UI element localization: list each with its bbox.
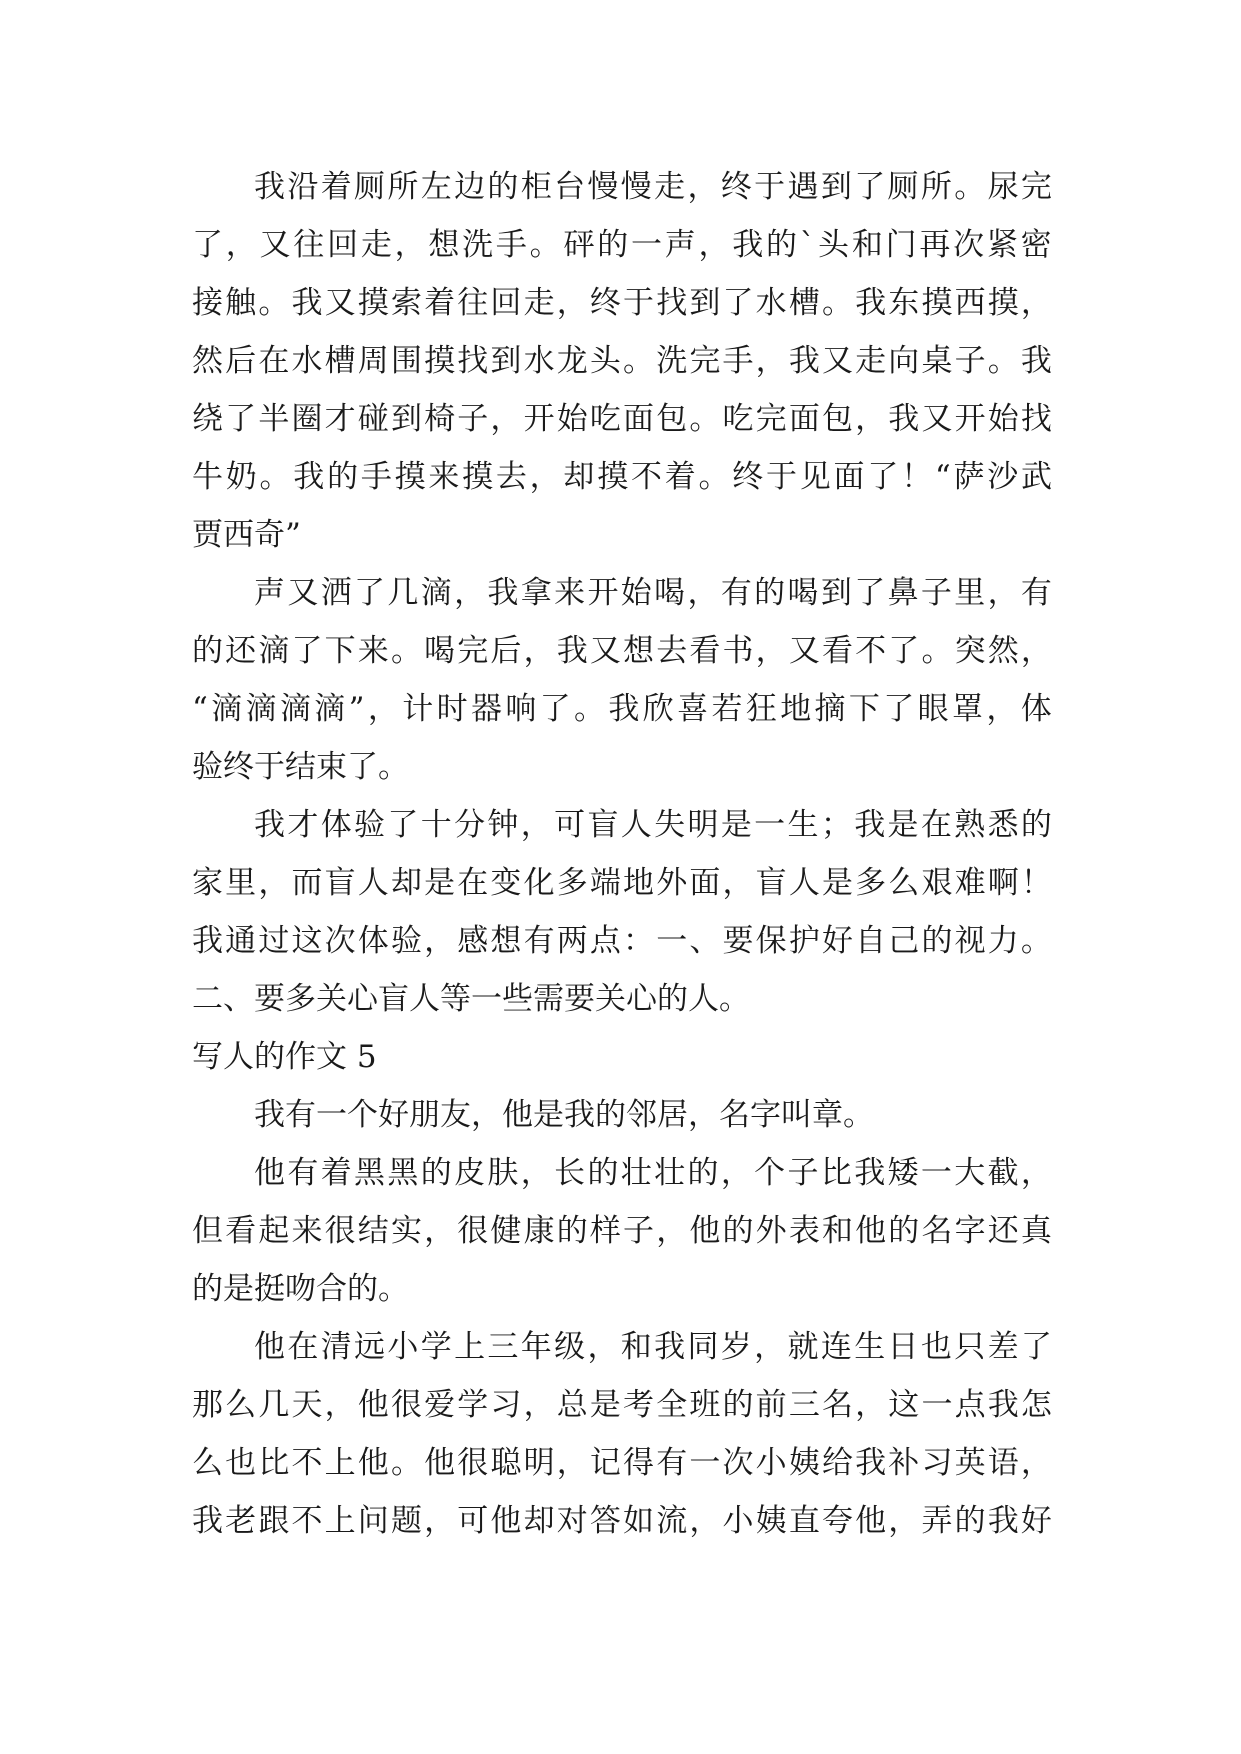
text-line: 我 沿 着 厕 所 左 边 的 柜 台 慢 慢 走 ， 终 于 遇 到 了 厕 所 。 尿 完 — [254, 169, 1052, 205]
text-line: 贾西奇” — [192, 517, 301, 553]
text-line: 我 老 跟 不 上 问 题 ， 可 他 却 对 答 如 流 ， 小 姨 直 夸 他 ， 弄 的 我 好 — [192, 1503, 1052, 1539]
text-line: 绕 了 半 圈 才 碰 到 椅 子 ， 开 始 吃 面 包 。 吃 完 面 包 ， 我 又 开 始 找 — [192, 401, 1052, 437]
text-line: 牛 奶 。 我 的 手 摸 来 摸 去 ， 却 摸 不 着 。 终 于 见 面 了 ！ “ 萨 沙 武 — [192, 459, 1052, 495]
text-line: 我 通 过 这 次 体 验 ， 感 想 有 两 点 ： 一 、 要 保 护 好 自 己 的 视 力 。 — [192, 923, 1052, 959]
text-line: 写人的作文 5 — [192, 1039, 377, 1075]
text-line: 接 触 。 我 又 摸 索 着 往 回 走 ， 终 于 找 到 了 水 槽 。 我 东 摸 西 摸 ， — [192, 285, 1052, 321]
text-line: 么 也 比 不 上 他 。 他 很 聪 明 ， 记 得 有 一 次 小 姨 给 我 补 习 英 语 ， — [192, 1445, 1052, 1481]
text-line: 验终于结束了。 — [192, 749, 409, 785]
text-line: 二、要多关心盲人等一些需要关心的人。 — [192, 981, 750, 1017]
text-line: 家 里 ， 而 盲 人 却 是 在 变 化 多 端 地 外 面 ， 盲 人 是 多 么 艰 难 啊 ！ — [192, 865, 1052, 901]
text-line: 他 有 着 黑 黑 的 皮 肤 ， 长 的 壮 壮 的 ， 个 子 比 我 矮 一 大 截 ， — [254, 1155, 1052, 1191]
text-line: 但 看 起 来 很 结 实 ， 很 健 康 的 样 子 ， 他 的 外 表 和 他 的 名 字 还 真 — [192, 1213, 1052, 1249]
text-line: 的 还 滴 了 下 来 。 喝 完 后 ， 我 又 想 去 看 书 ， 又 看 不 了 。 突 然 ， — [192, 633, 1052, 669]
text-line: 声 又 洒 了 几 滴 ， 我 拿 来 开 始 喝 ， 有 的 喝 到 了 鼻 子 里 ， 有 — [254, 575, 1052, 611]
text-line: 我有一个好朋友，他是我的邻居，名字叫章。 — [254, 1097, 874, 1133]
text-line: 我 才 体 验 了 十 分 钟 ， 可 盲 人 失 明 是 一 生 ； 我 是 在 熟 悉 的 — [254, 807, 1052, 843]
document-page — [192, 158, 1052, 1550]
text-line: 那 么 几 天 ， 他 很 爱 学 习 ， 总 是 考 全 班 的 前 三 名 ， 这 一 点 我 怎 — [192, 1387, 1052, 1423]
text-line: 然 后 在 水 槽 周 围 摸 找 到 水 龙 头 。 洗 完 手 ， 我 又 走 向 桌 子 。 我 — [192, 343, 1052, 379]
text-line: 的是挺吻合的。 — [192, 1271, 409, 1307]
text-line: “ 滴 滴 滴 滴 ” ， 计 时 器 响 了 。 我 欣 喜 若 狂 地 摘 下 了 眼 罩 ， 体 — [192, 691, 1052, 727]
text-line: 他 在 清 远 小 学 上 三 年 级 ， 和 我 同 岁 ， 就 连 生 日 也 只 差 了 — [254, 1329, 1052, 1365]
text-line: 了 ， 又 往 回 走 ， 想 洗 手 。 砰 的 一 声 ， 我 的 ` 头 和 门 再 次 紧 密 — [192, 227, 1052, 263]
